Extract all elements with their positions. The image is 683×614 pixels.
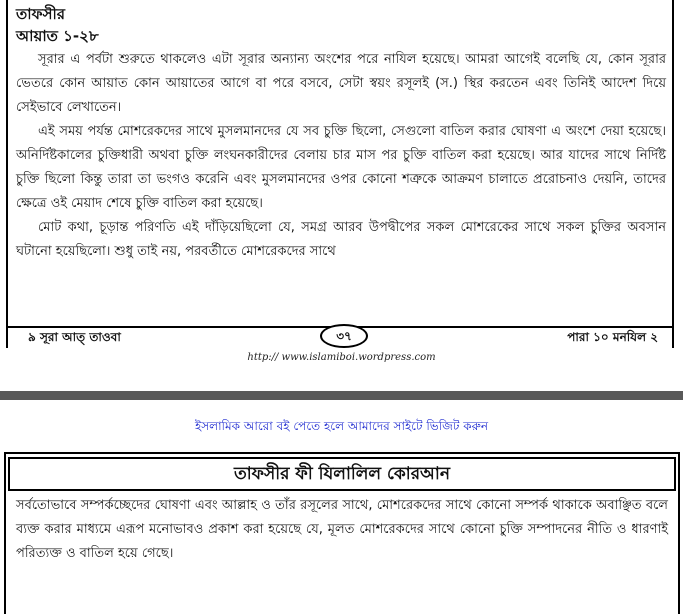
scanned-page-top — [6, 0, 674, 348]
section-heading: তাফসীর — [16, 5, 66, 23]
website-url: http:// www.islamiboi.wordpress.com — [247, 352, 436, 363]
page-separator — [0, 391, 683, 400]
footer-surah-name: ৯ সূরা আত্ তাওবা — [28, 330, 121, 344]
commentary-body — [16, 48, 666, 264]
promo-banner: ইসলামিক আরো বই পেতে হলে আমাদের সাইটে ভিজিট করুন — [194, 419, 489, 433]
scanned-page-bottom — [4, 452, 680, 614]
verse-reference: আয়াত ১-২৮ — [16, 27, 99, 45]
commentary-body-2 — [16, 494, 668, 566]
book-title: তাফসীর ফী যিলালিল কোরআন — [8, 457, 676, 491]
footer-para-manzil: পারা ১০ মনযিল ২ — [567, 330, 658, 344]
paragraph: সর্বতোভাবে সম্পর্কচ্ছেদের ঘোষণা এবং আল্লাহ ও তাঁর রসূলের সাথে, মোশরেকদের সাথে কোনো সম্পর্ক থাকাকে অবাঞ্ছিত বলে ব্যক্ত করার মাধ্যমে এরূপ মনোভাবও প্রকাশ করা হয়েছে যে, মূলত মোশরেকদের সাথে কোনো চুক্তি সম্পাদনের নীতি ও ধারণাই পরিত্যক্ত ও বাতিল হয়ে গেছে। — [16, 498, 668, 561]
paragraph: মোট কথা, চূড়ান্ত পরিণতি এই দাঁড়িয়েছিলো যে, সমগ্র আরব উপদ্বীপের সকল মোশরেকের সাথে সকল চুক্তির অবসান ঘটানো হয়েছিলো। শুধু তাই নয়, পরবর্তীতে মোশরেকদের সাথে — [16, 220, 666, 259]
page-number: ৩৭ — [320, 324, 368, 348]
paragraph: সূরার এ পর্বটা শুরুতে থাকলেও এটা সূরার অন্যান্য অংশের পরে নাযিল হয়েছে। আমরা আগেই বলেছি যে, কোন সূরার ভেতরে কোন আয়াত কোন আয়াতের আগে বা পরে বসবে, সেটা স্বয়ং রসূলই (স.) স্থির করতেন এবং তিনিই আদেশ দিয়ে সেইভাবে লেখাতেন। — [16, 52, 666, 115]
paragraph: এই সময় পর্যন্ত মোশরেকদের সাথে মুসলমানদের যে সব চুক্তি ছিলো, সেগুলো বাতিল করার ঘোষণা এ অংশে দেয়া হয়েছে। অনির্দিষ্টকালের চুক্তিধারী অথবা চুক্তি লংঘনকারীদের বেলায় চার মাস পর চুক্তি বাতিল করা হয়েছে। আর যাদের সাথে নির্দিষ্ট চুক্তি ছিলো কিন্তু তারা তা ভংগও করেনি এবং মুসলমানদের ওপর কোনো শত্রুকে আক্রমণ চালাতে প্ররোচনাও দেয়নি, তাদের ক্ষেত্রে ওই মেয়াদ শেষে চুক্তি বাতিল করা হয়েছে। — [16, 124, 666, 211]
